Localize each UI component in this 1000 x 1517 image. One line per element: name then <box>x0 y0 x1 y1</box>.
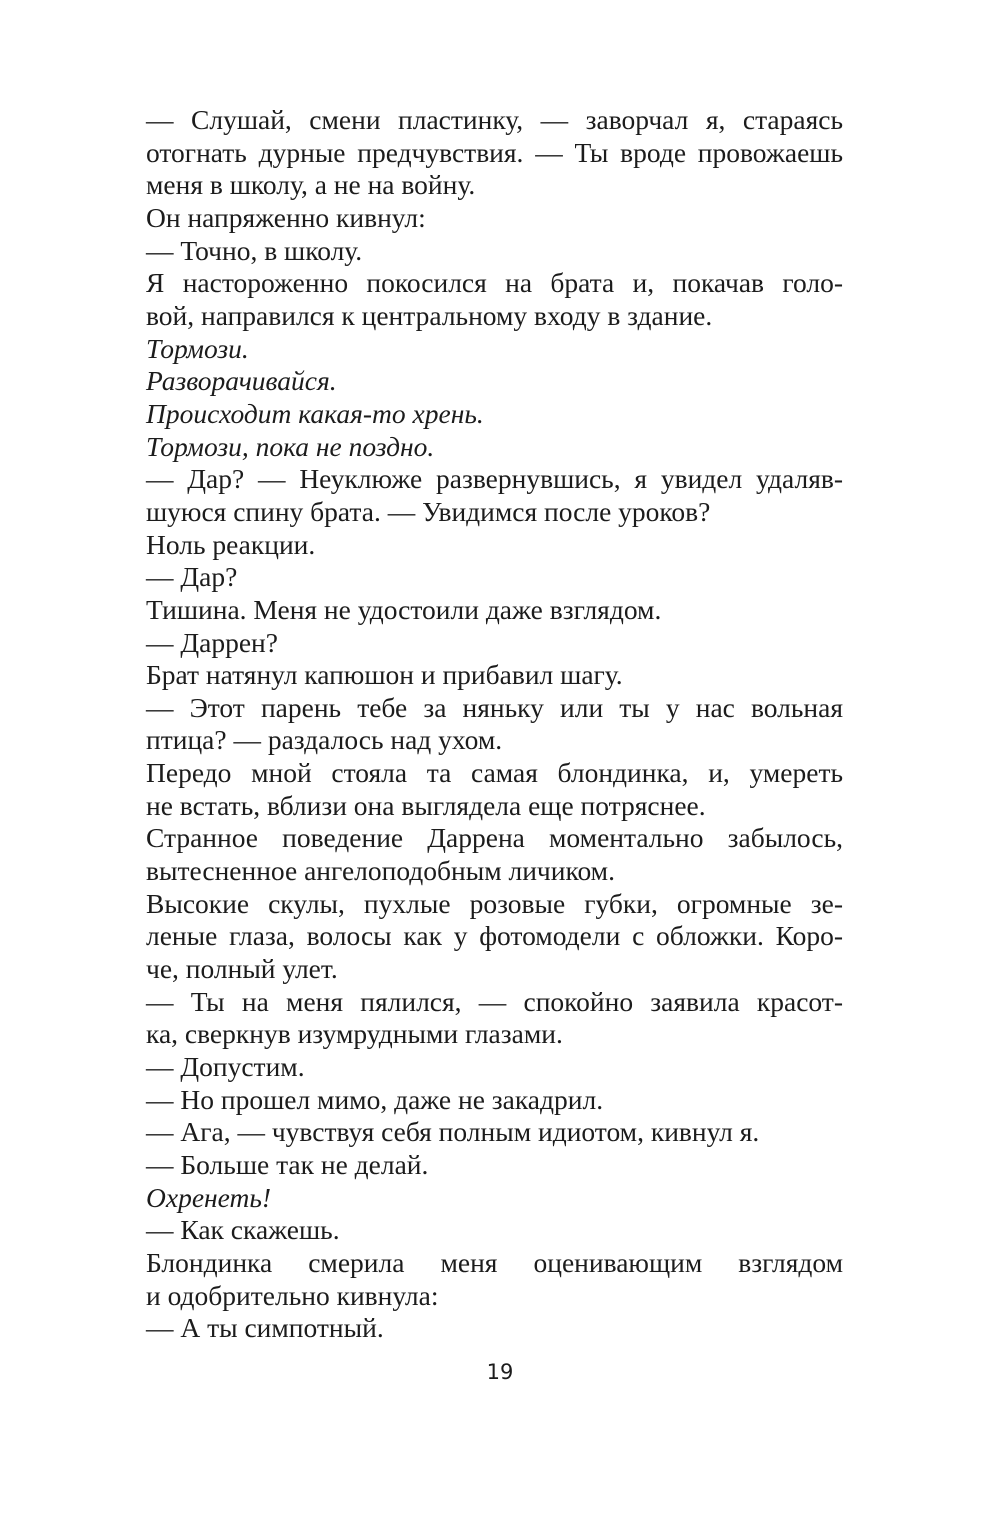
text-line: Тормози, пока не поздно. <box>146 430 435 462</box>
paragraph <box>108 594 843 627</box>
paragraph <box>108 104 843 202</box>
italic-paragraph <box>108 398 843 431</box>
text-line: птица? — раздалось над ухом. <box>146 724 503 756</box>
text-line: Блондинка смерила меня оценивающим взглядом <box>146 1246 843 1278</box>
paragraph <box>108 561 843 594</box>
paragraph <box>108 1116 843 1149</box>
text-line: — Ага, — чувствуя себя полным идиотом, кивнул я. <box>146 1116 760 1148</box>
text-line: не встать, вблизи она выглядела еще потряснее. <box>146 789 706 821</box>
paragraph <box>108 1051 843 1084</box>
paragraph <box>108 1247 843 1312</box>
paragraph <box>108 986 843 1051</box>
page-number: 19 <box>486 1360 514 1384</box>
text-line: шуюся спину брата. — Увидимся после уроков? <box>146 495 711 527</box>
paragraph <box>108 1084 843 1117</box>
text-line: вой, направился к центральному входу в здание. <box>146 299 713 331</box>
paragraph <box>108 463 843 528</box>
text-line: Брат натянул капюшон и прибавил шагу. <box>146 659 623 691</box>
text-line: — Больше так не делай. <box>146 1149 429 1180</box>
text-line: — Но прошел мимо, даже не закадрил. <box>146 1083 604 1115</box>
text-line: — Как скажешь. <box>146 1214 340 1246</box>
text-line: — Допустим. <box>146 1051 305 1083</box>
paragraph <box>108 757 843 822</box>
paragraph <box>108 659 843 692</box>
text-line: — Дар? — Неуклюже развернувшись, я увидел удаляв- <box>146 463 843 495</box>
text-line: Передо мной стояла та самая блондинка, и, умереть <box>146 757 843 789</box>
text-line: — Слушай, смени пластинку, — заворчал я, стараясь <box>146 104 843 135</box>
paragraph <box>108 1214 843 1247</box>
italic-paragraph <box>108 1182 843 1215</box>
text-line: вытесненное ангелоподобным личиком. <box>146 855 615 887</box>
text-line: Я настороженно покосился на брата и, покачав голо- <box>146 267 843 299</box>
text-line: Странное поведение Даррена моментально забылось, <box>146 822 843 854</box>
text-line: че, полный улет. <box>146 953 338 985</box>
text-line: — А ты симпотный. <box>146 1312 384 1344</box>
paragraph <box>108 235 843 268</box>
text-line: — Точно, в школу. <box>146 234 363 266</box>
paragraph <box>108 1312 843 1345</box>
paragraph <box>108 529 843 562</box>
italic-paragraph <box>108 333 843 366</box>
paragraph <box>108 267 843 332</box>
text-line: Разворачивайся. <box>146 365 337 397</box>
text-line: Охренеть! <box>146 1181 272 1213</box>
text-line: Ноль реакции. <box>146 528 316 560</box>
paragraph <box>108 1149 843 1182</box>
text-line: Тормози. <box>146 332 249 364</box>
text-line: Тишина. Меня не удостоили даже взглядом. <box>146 593 662 625</box>
paragraph <box>108 822 843 887</box>
text-line: ка, сверкнув изумрудными глазами. <box>146 1018 563 1050</box>
text-line: Происходит какая-то хрень. <box>146 397 484 429</box>
paragraph <box>108 627 843 660</box>
text-line: — Ты на меня пялился, — спокойно заявила красот- <box>146 985 843 1017</box>
text-line: Он напряженно кивнул: <box>146 201 426 233</box>
paragraph <box>108 888 843 986</box>
paragraph <box>108 692 843 757</box>
text-line: — Дар? <box>146 561 238 593</box>
italic-paragraph <box>108 431 843 464</box>
text-line: леные глаза, волосы как у фотомодели с обложки. Коро- <box>146 920 843 952</box>
paragraph <box>108 202 843 235</box>
text-line: отогнать дурные предчувствия. — Ты вроде провожаешь <box>146 136 843 168</box>
page-body <box>108 104 843 1345</box>
text-line: меня в школу, а не на войну. <box>146 169 476 201</box>
text-line: — Даррен? <box>146 626 278 658</box>
italic-paragraph <box>108 365 843 398</box>
text-line: — Этот парень тебе за няньку или ты у нас вольная <box>146 691 843 723</box>
text-line: и одобрительно кивнула: <box>146 1279 439 1311</box>
text-line: Высокие скулы, пухлые розовые губки, огромные зе- <box>146 887 843 919</box>
